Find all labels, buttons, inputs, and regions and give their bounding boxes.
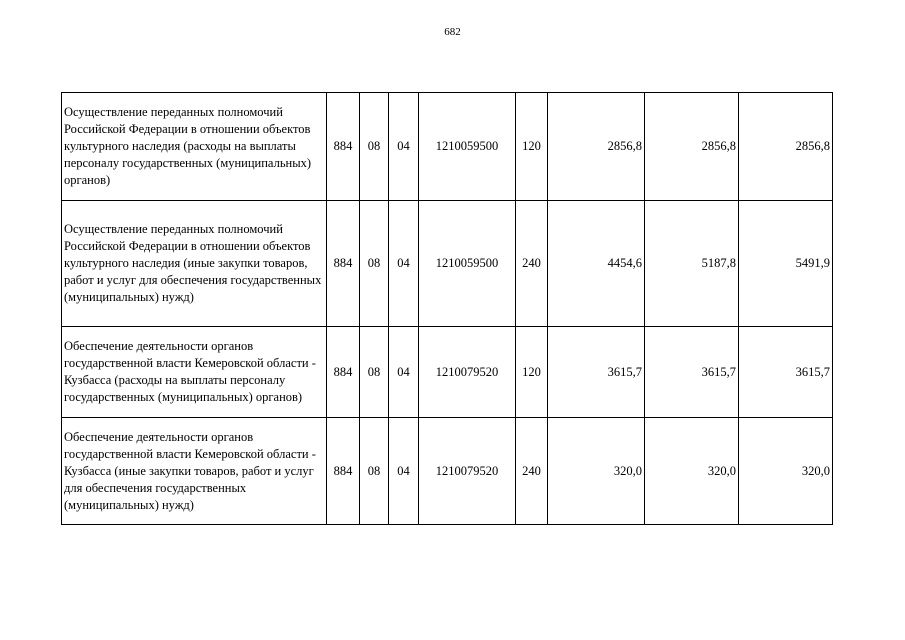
amount-year-3: 3615,7 (739, 327, 833, 418)
amount-year-3: 320,0 (739, 418, 833, 525)
section-code: 08 (360, 327, 389, 418)
amount-year-1: 2856,8 (548, 93, 645, 201)
amount-year-2: 5187,8 (645, 201, 739, 327)
amount-year-2: 320,0 (645, 418, 739, 525)
row-description: Осуществление переданных полномочий Российской Федерации в отношении объектов культурного наследия (расходы на выплаты персоналу государственных (муниципальных) органов) (62, 93, 327, 201)
subsection-code: 04 (389, 201, 419, 327)
amount-year-1: 3615,7 (548, 327, 645, 418)
amount-year-3: 5491,9 (739, 201, 833, 327)
expense-type-code: 240 (516, 201, 548, 327)
row-description: Осуществление переданных полномочий Российской Федерации в отношении объектов культурного наследия (иные закупки товаров, работ и услуг для обеспечения государственных (муниципальных) нужд) (62, 201, 327, 327)
page-number: 682 (444, 26, 461, 38)
target-article-code: 1210079520 (419, 327, 516, 418)
budget-table (61, 92, 833, 525)
subsection-code: 04 (389, 93, 419, 201)
table-row (62, 201, 833, 327)
row-description: Обеспечение деятельности органов государственной власти Кемеровской области - Кузбасса (иные закупки товаров, работ и услуг для обеспечения государственных (муниципальных) нужд) (62, 418, 327, 525)
section-code: 08 (360, 93, 389, 201)
target-article-code: 1210059500 (419, 201, 516, 327)
ministry-code: 884 (327, 93, 360, 201)
subsection-code: 04 (389, 418, 419, 525)
ministry-code: 884 (327, 327, 360, 418)
section-code: 08 (360, 418, 389, 525)
section-code: 08 (360, 201, 389, 327)
amount-year-2: 3615,7 (645, 327, 739, 418)
amount-year-3: 2856,8 (739, 93, 833, 201)
table-row (62, 418, 833, 525)
ministry-code: 884 (327, 418, 360, 525)
table-row (62, 327, 833, 418)
expense-type-code: 240 (516, 418, 548, 525)
expense-type-code: 120 (516, 327, 548, 418)
amount-year-1: 320,0 (548, 418, 645, 525)
expense-type-code: 120 (516, 93, 548, 201)
table-row (62, 93, 833, 201)
target-article-code: 1210059500 (419, 93, 516, 201)
ministry-code: 884 (327, 201, 360, 327)
subsection-code: 04 (389, 327, 419, 418)
amount-year-1: 4454,6 (548, 201, 645, 327)
amount-year-2: 2856,8 (645, 93, 739, 201)
row-description: Обеспечение деятельности органов государственной власти Кемеровской области - Кузбасса (расходы на выплаты персоналу государственных (муниципальных) органов) (62, 327, 327, 418)
target-article-code: 1210079520 (419, 418, 516, 525)
